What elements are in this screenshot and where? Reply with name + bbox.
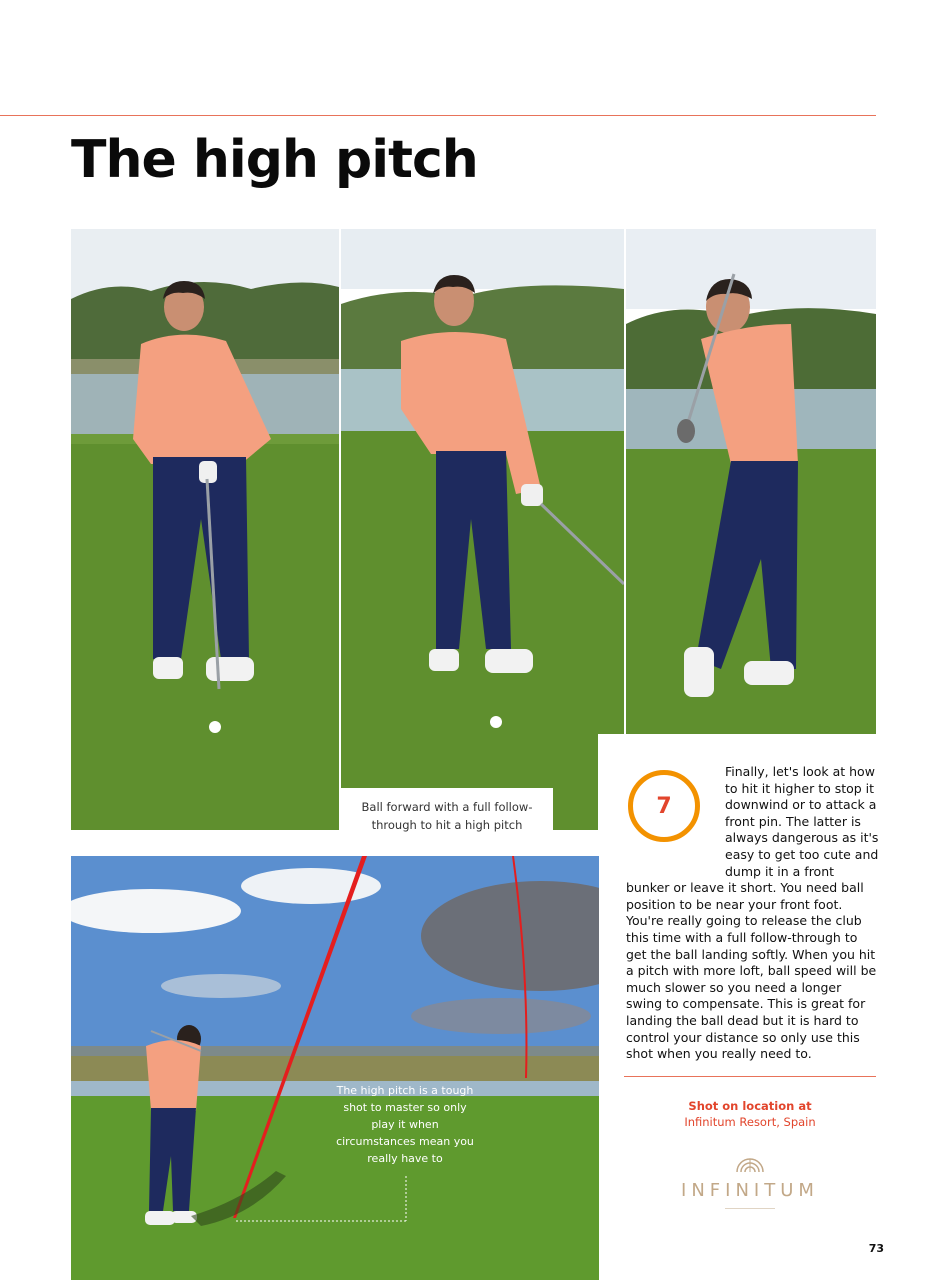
page-title: The high pitch — [71, 130, 478, 190]
sequence-caption: Ball forward with a full follow-through to hit a high pitch — [341, 788, 553, 832]
logo-tagline-mark — [700, 1208, 800, 1210]
photo-follow-through — [626, 229, 876, 734]
photo-address — [71, 229, 339, 830]
photo-caption: The high pitch is a tough shot to master so only play it when circumstances mean you really have to — [336, 1084, 474, 1165]
page-number: 73 — [868, 1242, 884, 1255]
header-rule — [0, 115, 876, 116]
location-label: Shot on location at — [688, 1099, 812, 1113]
section-rule — [624, 1076, 876, 1077]
step-number-badge: 7 — [628, 770, 700, 842]
location-name: Infinitum Resort, Spain — [684, 1115, 816, 1129]
infinitum-logo-icon — [735, 1150, 765, 1174]
photo-takeaway — [341, 229, 624, 830]
step-text: Finally, let's look at how to hit it higher to stop it downwind or to attack a front pin. The latter is always dangerous as it's easy to get too cute and dump it in a front bunker or leave it short. You need ball position to be near your front foot. You're really going to release the club this time with a full follow-through to get the ball landing softly. When you hit a pitch with more loft, ball speed will be much slower so you need a longer swing to compensate. This is great for landing the ball dead but it is hard to control your distance so only use this shot when you really need to. — [626, 764, 879, 1062]
photo-course-shot — [71, 856, 599, 1280]
infinitum-logo-text: INFINITUM — [681, 1180, 819, 1201]
